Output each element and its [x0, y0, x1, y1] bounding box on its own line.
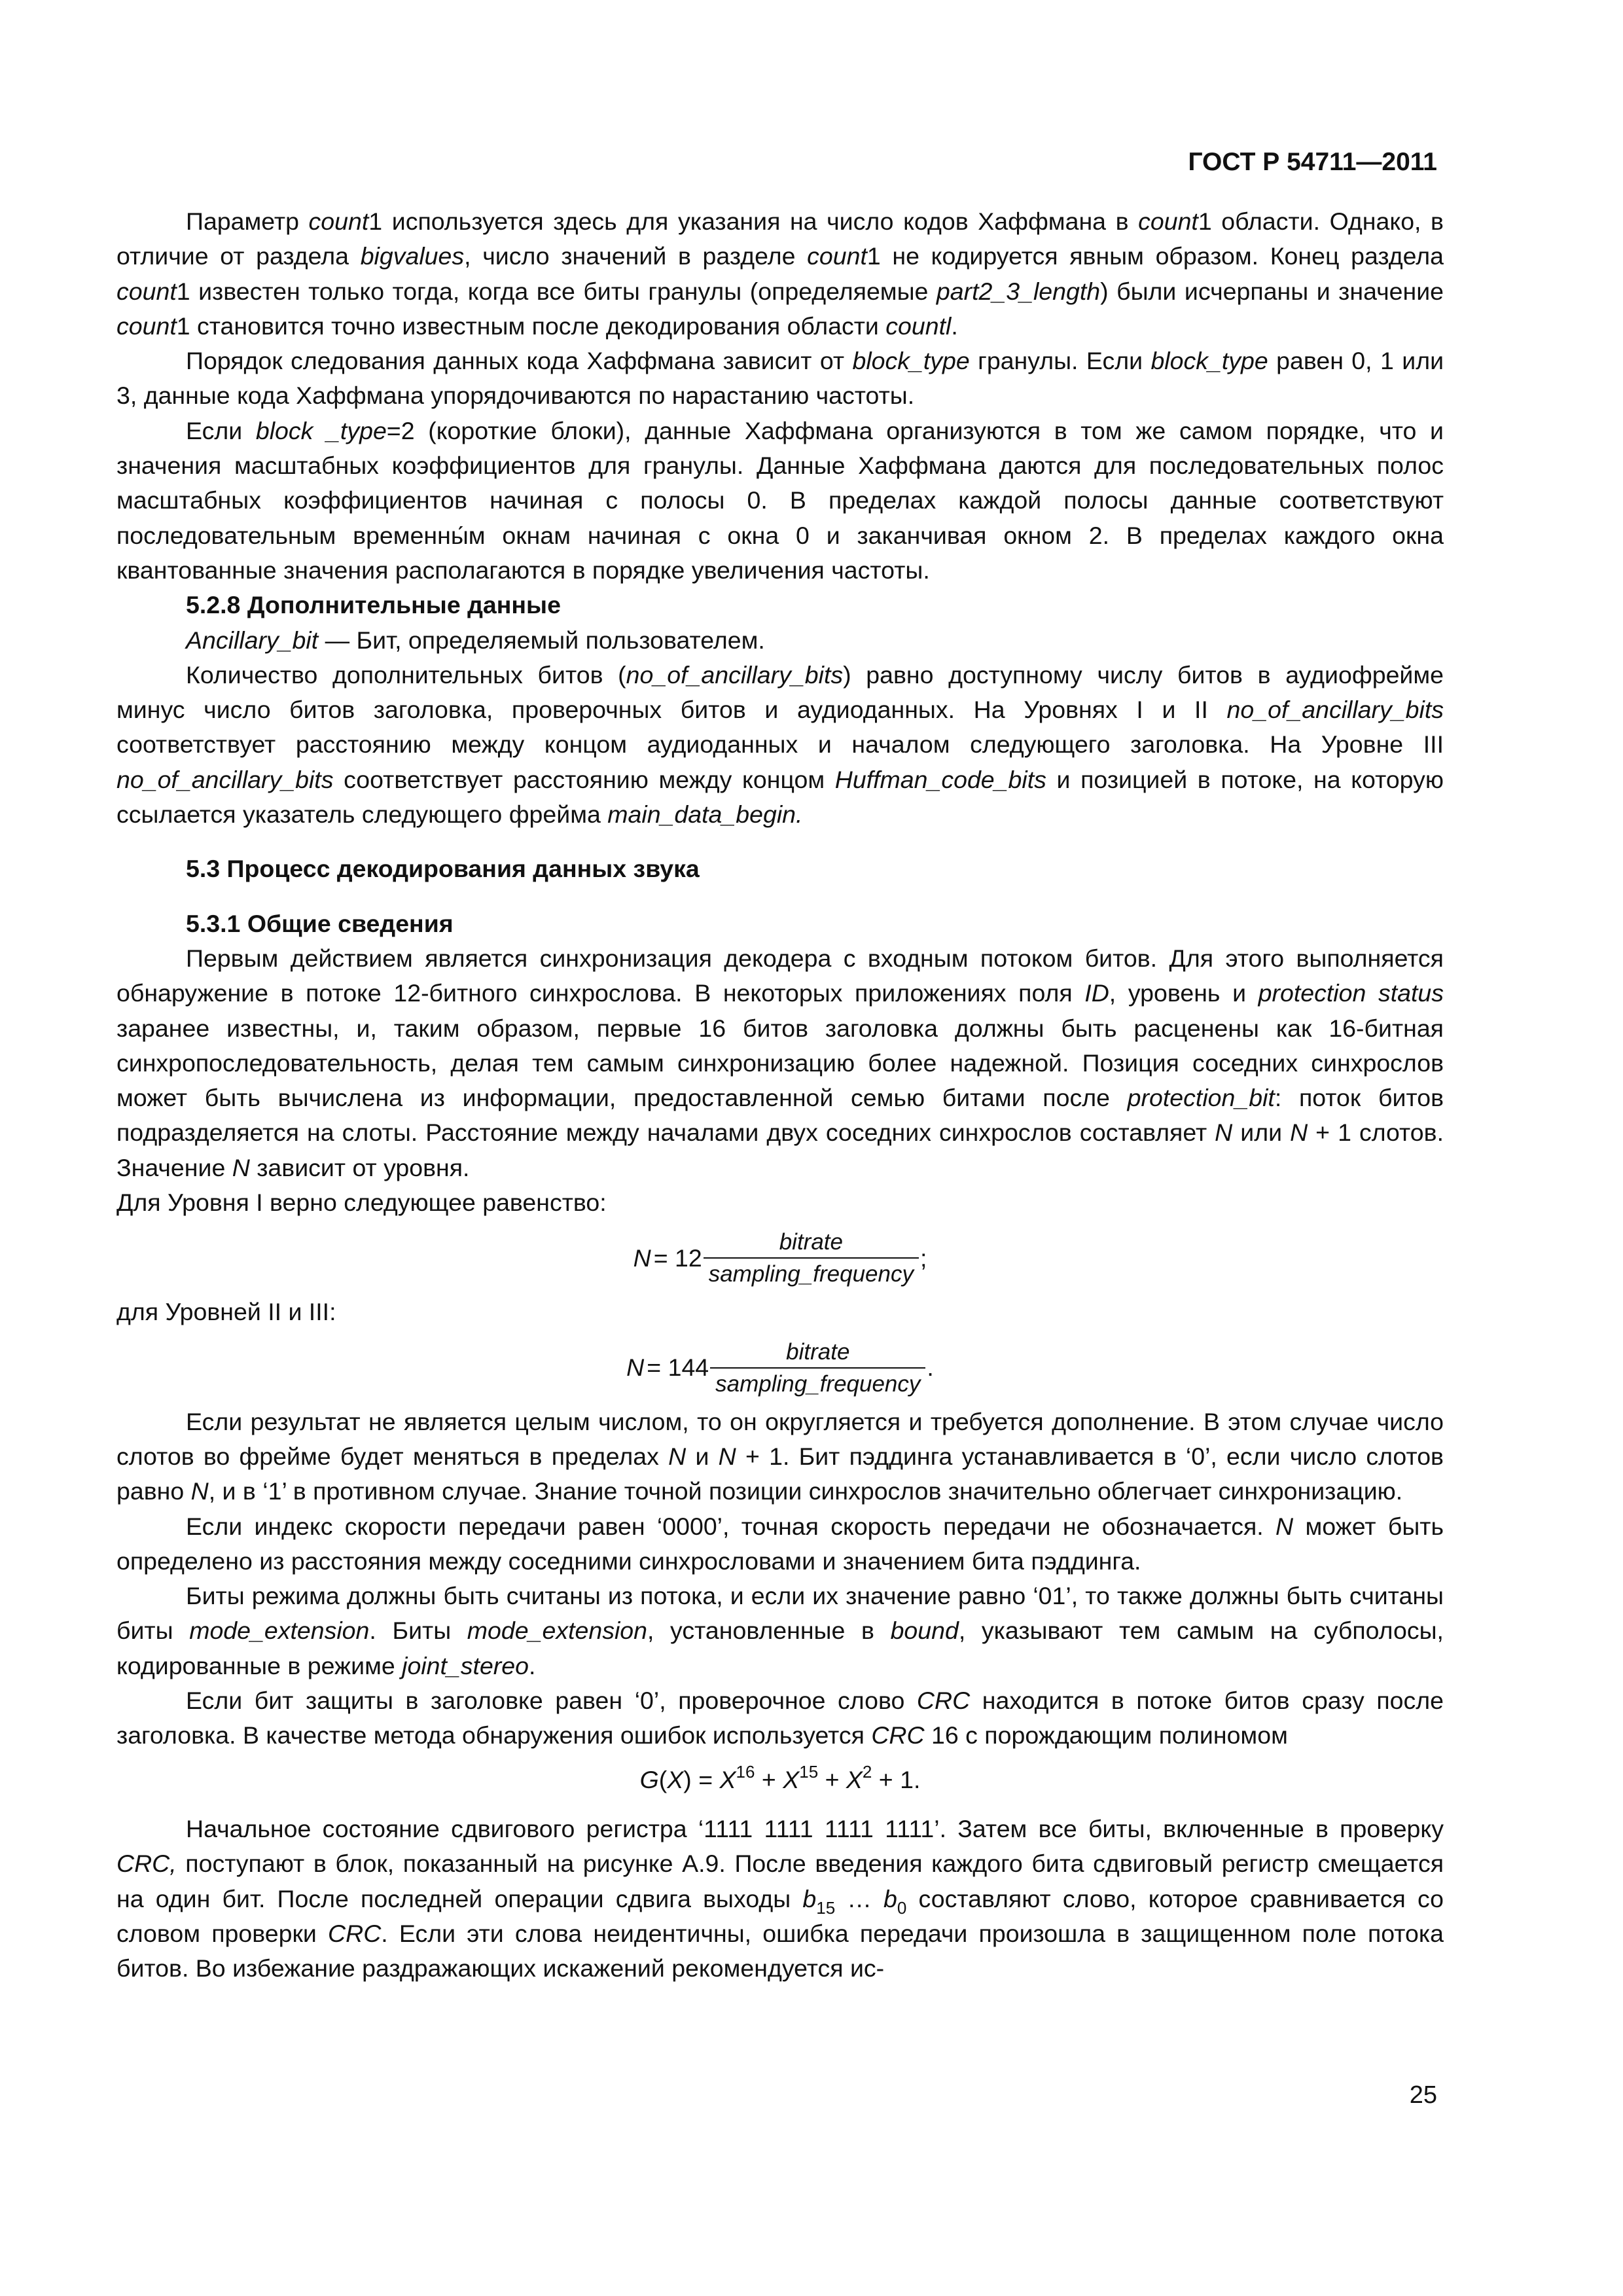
equation-level1: N = 12 $\frac{\text{bitrate}}{\text{sampling\_frequency}}$ ; [633, 1229, 927, 1287]
paragraph-bitrate-index: Если индекс скорости передачи равен ‘0000’, точная скорость передачи не обозначается. N может быть определено из расстояния между соседними синхрословами и значением бита пэддинга. [116, 1512, 1444, 1575]
paragraph-level23-intro: для Уровней II и III: [116, 1298, 336, 1326]
paragraph-huffman-order: Порядок следования данных кода Хаффмана зависит от block_type гранулы. Если block_type равен 0, 1 или 3, данные кода Хаффмана упорядочиваются по нарастанию частоты. [116, 347, 1444, 410]
paragraph-short-blocks: Если block _type=2 (короткие блоки), данные Хаффмана организуются в том же самом порядке, что и значения масштабных коэффициентов для гранулы. Данные Хаффмана даются для последовательных полос масштабных коэффициентов начиная с полосы 0. В пределах каждой полосы данные соответствуют последовательным временны́м окнам начиная с окна 0 и заканчивая окном 2. В пределах каждого окна квантованные значения располагаются в порядке увеличения частоты. [116, 416, 1444, 584]
page-number: 25 [1409, 2081, 1437, 2109]
paragraph-crc: Если бит защиты в заголовке равен ‘0’, проверочное слово CRC находится в потоке битов сразу после заголовка. В качестве метода обнаружения ошибок используется CRC 16 с порождающим полиномом [116, 1686, 1444, 1749]
paragraph-sync: Первым действием является синхронизация декодера с входным потоком битов. Для этого выполняется обнаружение в потоке 12-битного синхрослова. В некоторых приложениях поля ID, уровень и protection status заранее известны, и, таким образом, первые 16 битов заголовка должны быть расценены как 16-битная синхропоследовательность, делая тем самым синхронизацию более надежной. Позиция соседних синхрослов может быть вычислена из информации, предоставленной семью битами после protection_bit: поток битов подразделяется на слоты. Расстояние между началами двух соседних синхрослов составляет N или N + 1 слотов. Значение N зависит от уровня. [116, 944, 1444, 1181]
section-heading-5-3-1: 5.3.1 Общие сведения [186, 909, 454, 937]
fraction: $\frac{\text{bitrate}}{\text{sampling\_frequency}}$ [704, 1230, 919, 1285]
paragraph-level1-intro: Для Уровня I верно следующее равенство: [116, 1189, 607, 1217]
section-heading-5-3: 5.3 Процесс декодирования данных звука [186, 855, 700, 883]
paragraph-ancillary-bit: Ancillary_bit — Бит, определяемый пользователем. [186, 626, 765, 654]
section-heading-5-2-8: 5.2.8 Дополнительные данные [186, 591, 561, 619]
paragraph-ancillary-count: Количество дополнительных битов (no_of_ancillary_bits) равно доступному числу битов в аудиофрейме минус число битов заголовка, проверочных битов и аудиоданных. На Уровнях I и II no_of_ancillary_bits соответствует расстоянию между концом аудиоданных и началом следующего заголовка. На Уровне III no_of_ancillary_bits соответствует расстоянию между концом Huffman_code_bits и позицией в потоке, на которую ссылается указатель следующего фрейма main_data_begin. [116, 660, 1444, 829]
paragraph-rounding: Если результат не является целым числом, то он округляется и требуется дополнение. В этом случае число слотов во фрейме будет меняться в пределах N и N + 1. Бит пэддинга устанавливается в ‘0’, если число слотов равно N, и в ‘1’ в противном случае. Знание точной позиции синхрослов значительно облегчает синхронизацию. [116, 1407, 1444, 1505]
standard-header: ГОСТ Р 54711—2011 [1188, 148, 1437, 176]
equation-crc-polynomial: $G(X) = X^{16} + X^{15} + X^2 + 1$. [639, 1761, 921, 1793]
equation-level23: N = 144 $\frac{\text{bitrate}}{\text{sampling\_frequency}}$ . [626, 1338, 934, 1397]
paragraph-shift-register: Начальное состояние сдвигового регистра ‘1111 1111 1111 1111’. Затем все биты, включенные в проверку CRC, поступают в блок, показанный на рисунке А.9. После введения каждого бита сдвиговый регистр смещается на один бит. После последней операции сдвига выходы $b_{15}$ … $b_0$ составляют слово, которое сравнивается со словом проверки CRC. Если эти слова неидентичны, ошибка передачи произошла в защищенном поле потока битов. Во избежание раздражающих искажений рекомендуется ис- [116, 1815, 1444, 1982]
paragraph-count1: Параметр count1 используется здесь для указания на число кодов Хаффмана в count1 области. Однако, в отличие от раздела bigvalues, число значений в разделе count1 не кодируется явным образом. Конец раздела count1 известен только тогда, когда все биты гранулы (определяемые part2_3_length) были исчерпаны и значение count1 становится точно известным после декодирования области countl. [116, 207, 1444, 340]
page-body [116, 204, 1444, 1986]
paragraph-mode-bits: Биты режима должны быть считаны из потока, и если их значение равно ‘01’, то также должны быть считаны биты mode_extension. Биты mode_extension, установленные в bound, указывают тем самым на субполосы, кодированные в режиме joint_stereo. [116, 1582, 1444, 1679]
fraction: $\frac{\text{bitrate}}{\text{sampling\_frequency}}$ [710, 1340, 925, 1395]
